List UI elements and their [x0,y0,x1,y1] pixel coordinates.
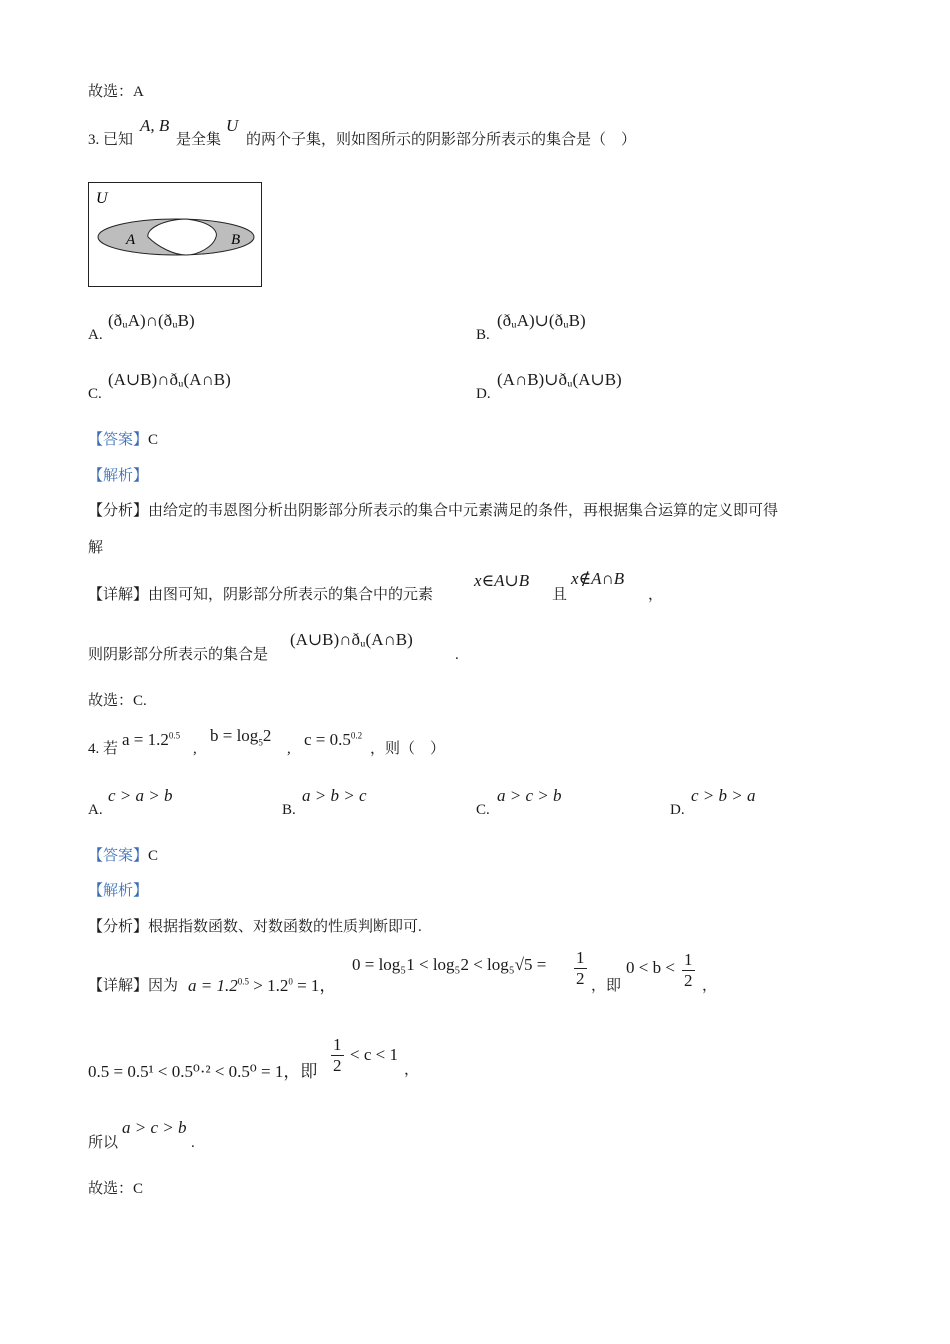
q4-option-a-label: A. [88,802,103,818]
venn-label-b: B [231,232,241,248]
q4-stem-a: $a = 1.2^{0.5}$ [122,730,181,749]
q3-fenxi: 【分析】由给定的韦恩图分析出阴影部分所表示的集合中元素满足的条件，再根据集合运算的定义即可得 [88,503,779,519]
q3-final-choice: 故选：C. [88,693,147,709]
q4-option-d-label: D. [670,802,685,818]
q4-detail-c-range: < c < 1 [350,1045,398,1064]
q4-detail-ji: ，即 [591,978,622,994]
q4-option-c-label: C. [476,802,490,818]
q4-detail-comma: ， [702,978,718,994]
q3-option-d-label: D. [476,386,491,402]
q4-so-expr: a > c > b [122,1118,187,1137]
q4-so: 所以 [88,1135,119,1151]
q4-detail-half: $\frac{1}{2}$ [576,948,585,988]
q4-detail-a-compare: $a = 1.2^{0.5} > 1.2^0 = 1$， [188,976,337,995]
q3-option-c-expr: (A∪B)∩ðᵤ(A∩B) [108,370,231,389]
q2-final-choice: 故选：A [88,84,144,100]
q4-option-c-expr: a > c > b [497,786,562,805]
q3-detail-expr2: x∉A∩B [571,569,625,588]
q3-detail2: 则阴影部分所表示的集合是 [88,647,269,663]
q4-option-a-expr: c > a > b [108,786,173,805]
q3-stem: 3. 已知 [88,132,134,148]
q4-stem-post: ，则（ ） [370,741,446,757]
q4-answer: 【答案】C [88,848,159,864]
venn-label-u: U [96,190,108,207]
q3-detail-and: 且 [552,587,568,603]
q4-stem-b: $b = \log_52$ [210,726,272,748]
q3-option-a-label: A. [88,327,103,343]
q4-sep1: , [193,741,197,757]
q3-detail-expr1: x∈A∪B [474,571,530,590]
q4-detail-c-bound: $\frac{1}{2}$ [333,1035,342,1075]
q3-fenxi-cont: 解 [88,540,104,556]
q3-stem-universe: U [226,116,239,135]
q4-detail-c-compare: 0.5 = 0.5¹ < 0.5⁰·² < 0.5⁰ = 1，即 [88,1062,318,1081]
q3-stem-mid: 是全集 [176,132,222,148]
q3-detail2-expr: (A∪B)∩ðᵤ(A∩B) [290,630,413,649]
q4-fenxi: 【分析】根据指数函数、对数函数的性质判断即可. [88,919,422,935]
q3-option-a-expr: (ðᵤA)∩(ðᵤB) [108,311,195,330]
q4-stem-c: $c = 0.5^{0.2}$ [304,730,363,749]
q3-option-b-label: B. [476,327,490,343]
q3-stem-sets: A, B [140,116,170,135]
q4-option-b-label: B. [282,802,296,818]
q3-option-d-expr: (A∩B)∪ðᵤ(A∪B) [497,370,622,389]
q4-analysis-tag: 【解析】 [88,883,149,899]
q4-detail-b-bound: $\frac{1}{2}$ [684,950,693,990]
q3-option-b-expr: (ðᵤA)∪(ðᵤB) [497,311,586,330]
q3-venn-diagram [88,182,263,288]
q4-option-d-expr: c > b > a [691,786,756,805]
q3-stem-post: 的两个子集，则如图所示的阴影部分所表示的集合是（ ） [246,132,637,148]
q4-detail-b-range: 0 < b < [626,958,675,977]
q4-sep2: , [287,741,291,757]
q4-detail: 【详解】因为 [88,978,179,994]
q4-so-end: . [191,1135,195,1151]
venn-label-a: A [126,232,136,248]
q3-analysis-tag: 【解析】 [88,468,149,484]
q3-detail: 【详解】由图可知，阴影部分所表示的集合中的元素 [88,587,434,603]
q3-detail2-end: . [455,647,459,663]
q4-option-b-expr: a > b > c [302,786,367,805]
q3-answer: 【答案】C [88,432,159,448]
q3-detail-comma: ， [648,587,664,603]
q4-detail-line2-end: ， [404,1062,420,1078]
q4-final-choice: 故选：C [88,1181,144,1197]
q4-stem: 4. 若 [88,741,119,757]
q3-option-c-label: C. [88,386,102,402]
q4-detail-log-chain: 0 = log₅1 < log₅2 < log₅√5 = [352,955,547,974]
